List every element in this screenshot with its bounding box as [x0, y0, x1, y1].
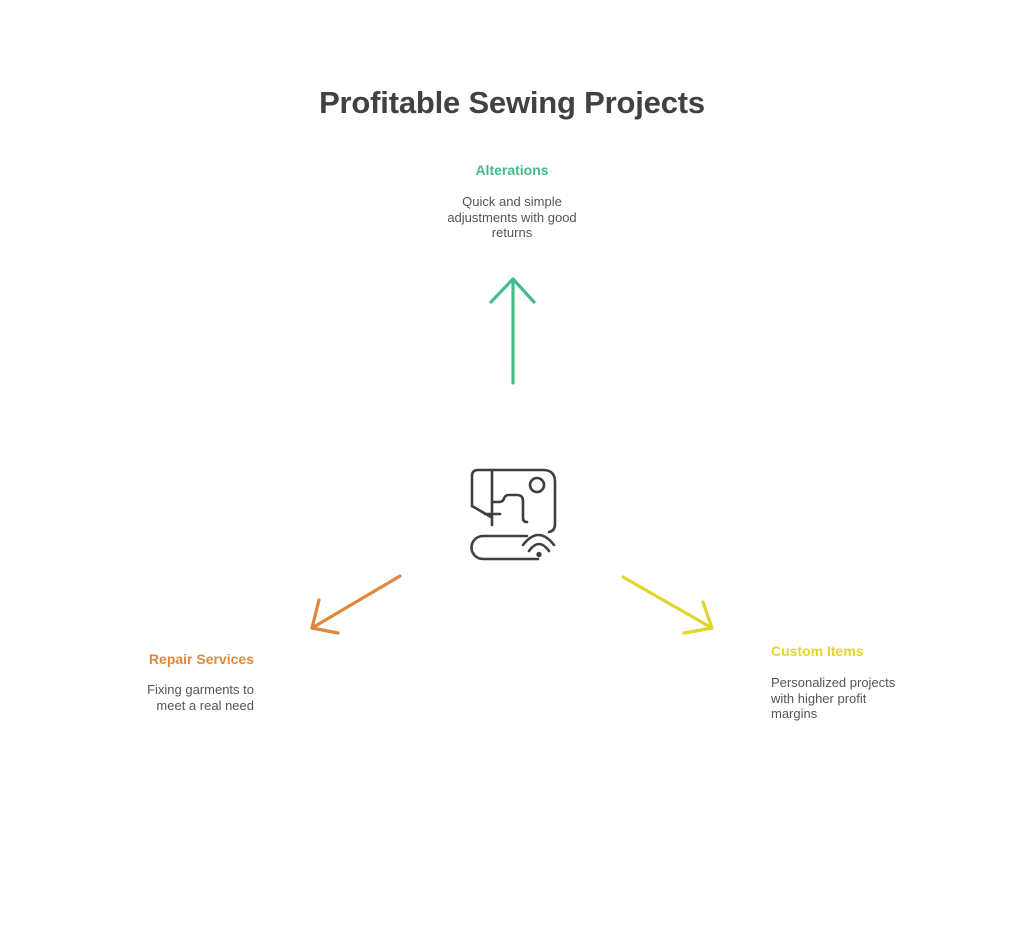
node-custom-items	[771, 643, 981, 722]
custom-items-description	[771, 675, 981, 722]
alterations-label: Alterations	[475, 162, 549, 178]
down-right-arrow-icon	[615, 566, 720, 641]
repair-services-label: Repair Services	[148, 651, 254, 667]
repair-desc-line: Fixing garments to	[147, 682, 254, 697]
custom-desc-line: Personalized projects	[771, 675, 896, 690]
alterations-desc-line: returns	[491, 225, 533, 240]
repair-desc-line: meet a real need	[156, 697, 254, 713]
custom-items-label: Custom Items	[771, 643, 864, 659]
custom-desc-line: with higher profit	[771, 690, 867, 706]
custom-desc-line: margins	[771, 706, 818, 721]
alterations-description	[412, 194, 612, 241]
sewing-machine-icon	[455, 455, 575, 570]
page-title: Profitable Sewing Projects	[319, 84, 705, 120]
alterations-desc-line: Quick and simple	[462, 194, 562, 209]
node-repair-services	[54, 651, 254, 713]
up-arrow-icon	[480, 270, 546, 390]
repair-services-description	[54, 682, 254, 713]
down-left-arrow-icon	[302, 566, 407, 641]
node-alterations	[412, 162, 612, 241]
alterations-desc-line: adjustments with good	[447, 209, 577, 225]
